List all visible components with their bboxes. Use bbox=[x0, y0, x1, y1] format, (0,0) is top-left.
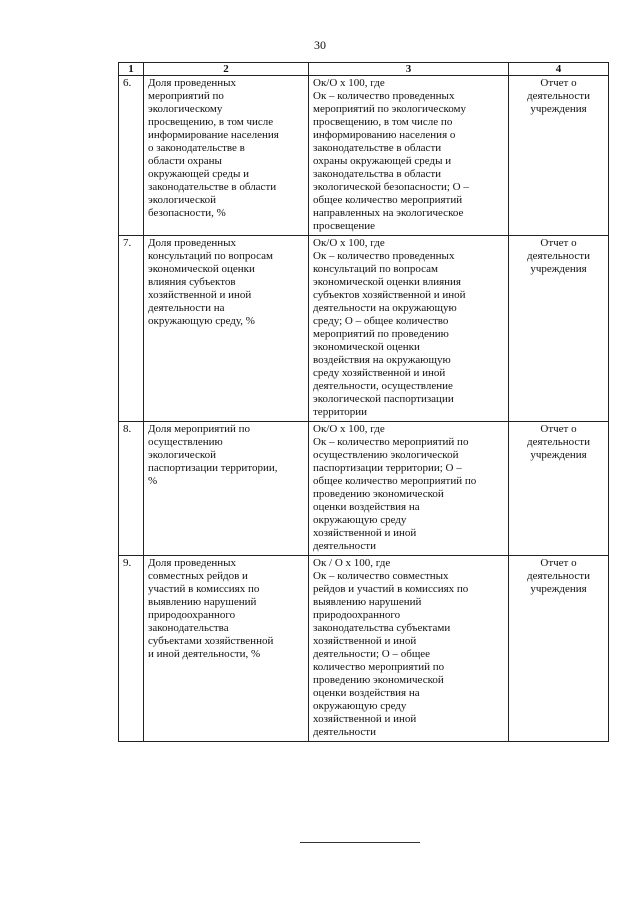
formula-cell-line: консультаций по вопросам bbox=[313, 263, 439, 275]
indicator-cell-line: просвещению, в том числе bbox=[148, 116, 274, 128]
indicator-cell-line: информирование населения bbox=[148, 129, 279, 141]
formula-cell-line: законодательства субъектами bbox=[313, 622, 451, 634]
formula-cell-line: экологической безопасности; О – bbox=[313, 181, 469, 193]
row-number: 8. bbox=[119, 422, 144, 556]
formula-cell-line: субъектов хозяйственной и иной bbox=[313, 289, 466, 301]
formula-cell-line: экономической оценки bbox=[313, 341, 420, 353]
formula-cell-line: деятельности на окружающую bbox=[313, 302, 457, 314]
indicator-cell-line: экологической bbox=[148, 194, 216, 206]
formula-cell-line: окружающую среду bbox=[313, 514, 407, 526]
formula-cell-line: природоохранного bbox=[313, 609, 401, 621]
indicator-cell-line: субъектами хозяйственной bbox=[148, 635, 274, 647]
formula-cell-line: просвещение bbox=[313, 220, 376, 232]
formula-cell-line: Ок/О х 100, где bbox=[313, 423, 385, 435]
indicator-cell-line: окружающей среды и bbox=[148, 168, 249, 180]
indicator-cell-line: природоохранного bbox=[148, 609, 236, 621]
formula-cell-line: Ок – количество проведенных bbox=[313, 250, 455, 262]
row-number: 6. bbox=[119, 76, 144, 236]
formula-cell-line: информированию населения о bbox=[313, 129, 456, 141]
row-number: 9. bbox=[119, 556, 144, 742]
formula-cell-line: оценки воздействия на bbox=[313, 501, 420, 513]
table-row bbox=[119, 556, 609, 742]
source-cell-line: учреждения bbox=[530, 449, 587, 461]
column-header: 3 bbox=[309, 63, 509, 76]
formula-cell-line: Ок – количество проведенных bbox=[313, 90, 455, 102]
indicator-cell-line: совместных рейдов и bbox=[148, 570, 248, 582]
source-cell-line: Отчет о bbox=[540, 77, 577, 89]
source-cell-line: деятельности bbox=[527, 250, 590, 262]
source-cell bbox=[509, 422, 609, 556]
indicator-cell-line: Доля проведенных bbox=[148, 237, 237, 249]
indicator-cell-line: % bbox=[148, 475, 158, 487]
formula-cell bbox=[309, 556, 509, 742]
indicator-cell-line: безопасности, % bbox=[148, 207, 226, 219]
indicator-cell-line: экологической bbox=[148, 449, 216, 461]
source-cell bbox=[509, 76, 609, 236]
formula-cell-line: просвещению, в том числе по bbox=[313, 116, 453, 128]
table-row bbox=[119, 76, 609, 236]
indicator-cell-line: хозяйственной и иной bbox=[148, 289, 252, 301]
indicator-cell-line: деятельности на bbox=[148, 302, 225, 314]
formula-cell-line: экономической оценки влияния bbox=[313, 276, 461, 288]
table-row bbox=[119, 422, 609, 556]
formula-cell-line: деятельности, осуществление bbox=[313, 380, 453, 392]
source-cell-line: Отчет о bbox=[540, 557, 577, 569]
formula-cell-line: среду; О – общее количество bbox=[313, 315, 449, 327]
column-header: 4 bbox=[509, 63, 609, 76]
indicator-cell-line: о законодательстве в bbox=[148, 142, 245, 154]
formula-cell bbox=[309, 422, 509, 556]
indicator-cell-line: участий в комиссиях по bbox=[148, 583, 260, 595]
source-cell-line: деятельности bbox=[527, 90, 590, 102]
formula-cell-line: направленных на экологическое bbox=[313, 207, 464, 219]
formula-cell-line: воздействия на окружающую bbox=[313, 354, 451, 366]
formula-cell-line: мероприятий по проведению bbox=[313, 328, 449, 340]
column-header: 1 bbox=[119, 63, 144, 76]
table-row bbox=[119, 236, 609, 422]
formula-cell-line: выявлению нарушений bbox=[313, 596, 422, 608]
formula-cell-line: общее количество мероприятий по bbox=[313, 475, 477, 487]
source-cell-line: учреждения bbox=[530, 263, 587, 275]
formula-cell-line: Ок – количество мероприятий по bbox=[313, 436, 469, 448]
column-header: 2 bbox=[144, 63, 309, 76]
indicator-cell-line: окружающую среду, % bbox=[148, 315, 255, 327]
source-cell-line: учреждения bbox=[530, 583, 587, 595]
formula-cell-line: рейдов и участий в комиссиях по bbox=[313, 583, 469, 595]
formula-cell-line: оценки воздействия на bbox=[313, 687, 420, 699]
formula-cell-line: Ок / О х 100, где bbox=[313, 557, 391, 569]
formula-cell-line: территории bbox=[313, 406, 368, 418]
indicator-cell-line: законодательства bbox=[148, 622, 229, 634]
indicator-cell-line: паспортизации территории, bbox=[148, 462, 278, 474]
indicator-cell-line: влияния субъектов bbox=[148, 276, 236, 288]
formula-cell-line: деятельности bbox=[313, 726, 376, 738]
formula-cell-line: экологической паспортизации bbox=[313, 393, 454, 405]
row-number: 7. bbox=[119, 236, 144, 422]
formula-cell-line: деятельности bbox=[313, 540, 376, 552]
formula-cell-line: количество мероприятий по bbox=[313, 661, 445, 673]
indicator-cell-line: законодательстве в области bbox=[148, 181, 277, 193]
formula-cell bbox=[309, 76, 509, 236]
formula-cell-line: законодательстве в области bbox=[313, 142, 442, 154]
formula-cell-line: охраны окружающей среды и bbox=[313, 155, 452, 167]
source-cell-line: Отчет о bbox=[540, 237, 577, 249]
formula-cell-line: проведению экономической bbox=[313, 488, 444, 500]
indicator-cell-line: и иной деятельности, % bbox=[148, 648, 261, 660]
indicator-cell-line: экономической оценки bbox=[148, 263, 255, 275]
indicators-table bbox=[118, 62, 609, 742]
formula-cell bbox=[309, 236, 509, 422]
source-cell bbox=[509, 556, 609, 742]
formula-cell-line: хозяйственной и иной bbox=[313, 527, 417, 539]
indicator-cell bbox=[144, 556, 309, 742]
indicator-cell-line: Доля проведенных bbox=[148, 557, 237, 569]
indicator-cell-line: Доля проведенных bbox=[148, 77, 237, 89]
page-number: 30 bbox=[314, 38, 326, 52]
formula-cell-line: Ок/О х 100, где bbox=[313, 77, 385, 89]
formula-cell-line: мероприятий по экологическому bbox=[313, 103, 467, 115]
indicator-cell-line: экологическому bbox=[148, 103, 223, 115]
source-cell-line: деятельности bbox=[527, 436, 590, 448]
indicator-cell bbox=[144, 236, 309, 422]
formula-cell-line: Ок – количество совместных bbox=[313, 570, 449, 582]
formula-cell-line: среду хозяйственной и иной bbox=[313, 367, 446, 379]
indicator-cell-line: выявлению нарушений bbox=[148, 596, 257, 608]
indicator-cell bbox=[144, 422, 309, 556]
indicator-cell-line: консультаций по вопросам bbox=[148, 250, 274, 262]
formula-cell-line: хозяйственной и иной bbox=[313, 635, 417, 647]
indicator-cell-line: осуществлению bbox=[148, 436, 223, 448]
formula-cell-line: Ок/О х 100, где bbox=[313, 237, 385, 249]
source-cell-line: учреждения bbox=[530, 103, 587, 115]
formula-cell-line: проведению экономической bbox=[313, 674, 444, 686]
table-header-row bbox=[119, 63, 609, 76]
formula-cell-line: осуществлению экологической bbox=[313, 449, 459, 461]
formula-cell-line: хозяйственной и иной bbox=[313, 713, 417, 725]
source-cell-line: Отчет о bbox=[540, 423, 577, 435]
formula-cell-line: общее количество мероприятий bbox=[313, 194, 463, 206]
indicator-cell bbox=[144, 76, 309, 236]
source-cell-line: деятельности bbox=[527, 570, 590, 582]
bottom-divider bbox=[300, 842, 420, 843]
formula-cell-line: законодательства в области bbox=[313, 168, 442, 180]
indicator-cell-line: Доля мероприятий по bbox=[148, 423, 251, 435]
indicator-cell-line: мероприятий по bbox=[148, 90, 224, 102]
source-cell bbox=[509, 236, 609, 422]
formula-cell-line: окружающую среду bbox=[313, 700, 407, 712]
formula-cell-line: деятельности; О – общее bbox=[313, 648, 431, 660]
indicator-cell-line: области охраны bbox=[148, 155, 222, 167]
formula-cell-line: паспортизации территории; О – bbox=[313, 462, 462, 474]
